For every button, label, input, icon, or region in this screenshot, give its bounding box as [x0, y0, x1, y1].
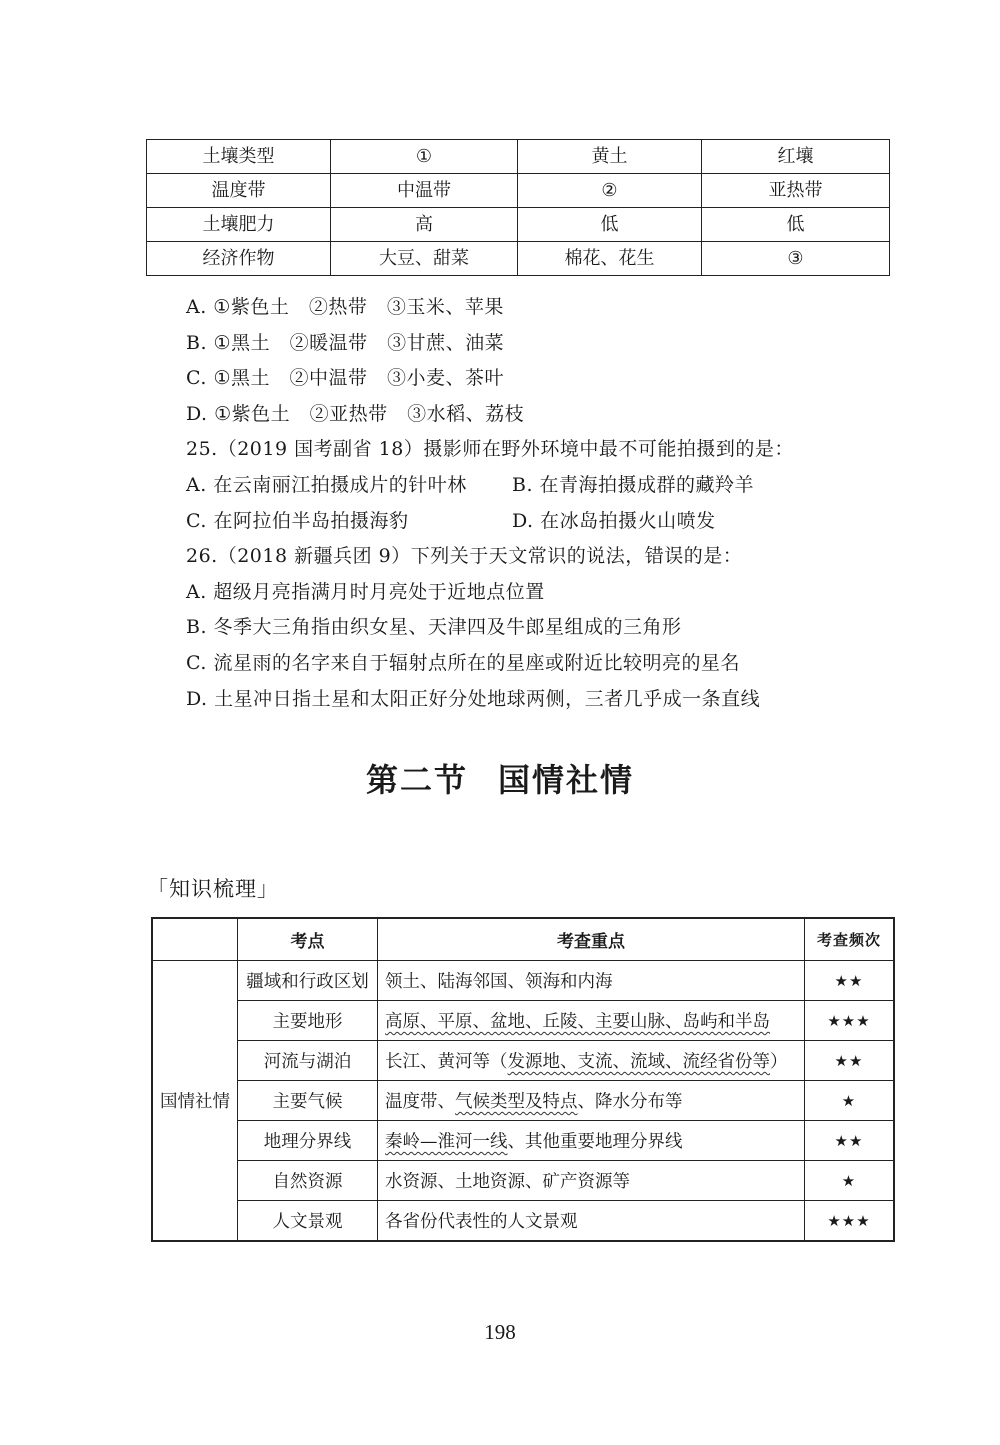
- q24-option-a: A. ①紫色土 ②热带 ③玉米、苹果: [186, 296, 504, 318]
- focus-text: 、其他重要地理分界线: [507, 1132, 683, 1152]
- table-row: [152, 1161, 894, 1201]
- point-cell: 地理分界线: [238, 1121, 378, 1161]
- stars-cell: ★★: [805, 1121, 895, 1161]
- q25-options-row-2: [186, 504, 806, 540]
- knowledge-table: [151, 917, 895, 1242]
- table-cell: 棉花、花生: [518, 242, 702, 276]
- focus-cell: [378, 1121, 805, 1161]
- page-number: 198: [484, 1320, 516, 1344]
- q24-option-d: D. ①紫色土 ②亚热带 ③水稻、荔枝: [186, 402, 525, 425]
- knowledge-heading: 「知识梳理」: [147, 877, 279, 901]
- q26-option-d: D. 土星冲日指土星和太阳正好分处地球两侧，三者几乎成一条直线: [186, 687, 761, 710]
- soil-table-row: [147, 242, 890, 276]
- table-row: [152, 1201, 894, 1242]
- stars-cell: ★★★: [805, 1201, 895, 1242]
- header-cell: 考查频次: [805, 918, 895, 961]
- q25-option-b: B. 在青海拍摄成群的藏羚羊: [512, 473, 755, 496]
- header-cell: [152, 918, 238, 961]
- table-cell: 黄土: [518, 140, 702, 174]
- focus-cell: [378, 961, 805, 1001]
- point-cell: 主要气候: [238, 1081, 378, 1121]
- table-cell: ②: [518, 174, 702, 208]
- focus-emphasis: 秦岭—淮河一线: [385, 1132, 508, 1152]
- focus-text: 、降水分布等: [577, 1092, 683, 1112]
- focus-cell: [378, 1041, 805, 1081]
- table-cell: 土壤肥力: [147, 208, 331, 242]
- point-cell: 自然资源: [238, 1161, 378, 1201]
- q26-stem: 26.（2018 新疆兵团 9）下列关于天文常识的说法，错误的是：: [186, 545, 743, 568]
- table-row: [152, 1081, 894, 1121]
- q26-option-a: A. 超级月亮指满月时月亮处于近地点位置: [186, 580, 545, 603]
- q25-stem: 25.（2019 国考副省 18）摄影师在野外环境中最不可能拍摄到的是：: [186, 438, 794, 461]
- table-cell: 低: [702, 208, 890, 242]
- stars-cell: ★★: [805, 1041, 895, 1081]
- focus-cell: [378, 1201, 805, 1242]
- table-cell: 亚热带: [702, 174, 890, 208]
- focus-cell: [378, 1001, 805, 1041]
- stars-cell: ★: [805, 1081, 895, 1121]
- focus-text: 水资源、土地资源、矿产资源等: [385, 1172, 630, 1192]
- table-cell: 高: [331, 208, 518, 242]
- q25-option-a: A. 在云南丽江拍摄成片的针叶林: [186, 473, 467, 496]
- q24-option-b: B. ①黑土 ②暖温带 ③甘蔗、油菜: [186, 331, 505, 354]
- soil-table-row: [147, 140, 890, 174]
- table-row: [152, 1121, 894, 1161]
- focus-text: 各省份代表性的人文景观: [385, 1212, 578, 1232]
- table-cell: 土壤类型: [147, 140, 331, 174]
- table-cell: ①: [331, 140, 518, 174]
- point-cell: 人文景观: [238, 1201, 378, 1242]
- point-cell: 主要地形: [238, 1001, 378, 1041]
- focus-text: ）: [770, 1052, 788, 1072]
- knowledge-table-header: [152, 918, 894, 961]
- q25-option-d: D. 在冰岛拍摄火山喷发: [512, 509, 716, 532]
- header-cell: 考查重点: [378, 918, 805, 961]
- table-row: [152, 1001, 894, 1041]
- q24-option-c: C. ①黑土 ②中温带 ③小麦、茶叶: [186, 367, 504, 390]
- table-cell: 大豆、甜菜: [331, 242, 518, 276]
- q25-options-row-1: [186, 468, 806, 504]
- point-cell: 疆域和行政区划: [238, 961, 378, 1001]
- focus-emphasis: 发源地、支流、流域、流经省份等: [507, 1052, 770, 1072]
- table-cell: 温度带: [147, 174, 331, 208]
- q26-option-c: C. 流星雨的名字来自于辐射点所在的星座或附近比较明亮的星名: [186, 651, 740, 674]
- focus-text: 长江、黄河等（: [385, 1052, 508, 1072]
- q26-option-b: B. 冬季大三角指由织女星、天津四及牛郎星组成的三角形: [186, 616, 682, 639]
- focus-text: 温度带、: [385, 1092, 455, 1112]
- q25-option-c: C. 在阿拉伯半岛拍摄海豹: [186, 509, 409, 532]
- point-cell: 河流与湖泊: [238, 1041, 378, 1081]
- header-cell: 考点: [238, 918, 378, 961]
- table-row: [152, 1041, 894, 1081]
- soil-table-row: [147, 174, 890, 208]
- soil-table: [146, 139, 890, 276]
- section-name: 国情社情: [498, 761, 635, 799]
- focus-text: 领土、陆海邻国、领海和内海: [385, 972, 613, 992]
- stars-cell: ★★: [805, 961, 895, 1001]
- question-block: [186, 290, 806, 717]
- stars-cell: ★: [805, 1161, 895, 1201]
- section-title: [0, 755, 1000, 801]
- section-number: 第二节: [365, 761, 468, 799]
- focus-emphasis: 气候类型及特点: [455, 1092, 578, 1112]
- table-cell: 中温带: [331, 174, 518, 208]
- focus-emphasis: 高原、平原、盆地、丘陵、主要山脉、岛屿和半岛: [385, 1012, 770, 1032]
- table-cell: 低: [518, 208, 702, 242]
- focus-cell: [378, 1161, 805, 1201]
- table-row: [152, 961, 894, 1001]
- soil-table-row: [147, 208, 890, 242]
- table-cell: 经济作物: [147, 242, 331, 276]
- stars-cell: ★★★: [805, 1001, 895, 1041]
- category-cell: 国情社情: [152, 961, 238, 1242]
- table-cell: ③: [702, 242, 890, 276]
- table-cell: 红壤: [702, 140, 890, 174]
- focus-cell: [378, 1081, 805, 1121]
